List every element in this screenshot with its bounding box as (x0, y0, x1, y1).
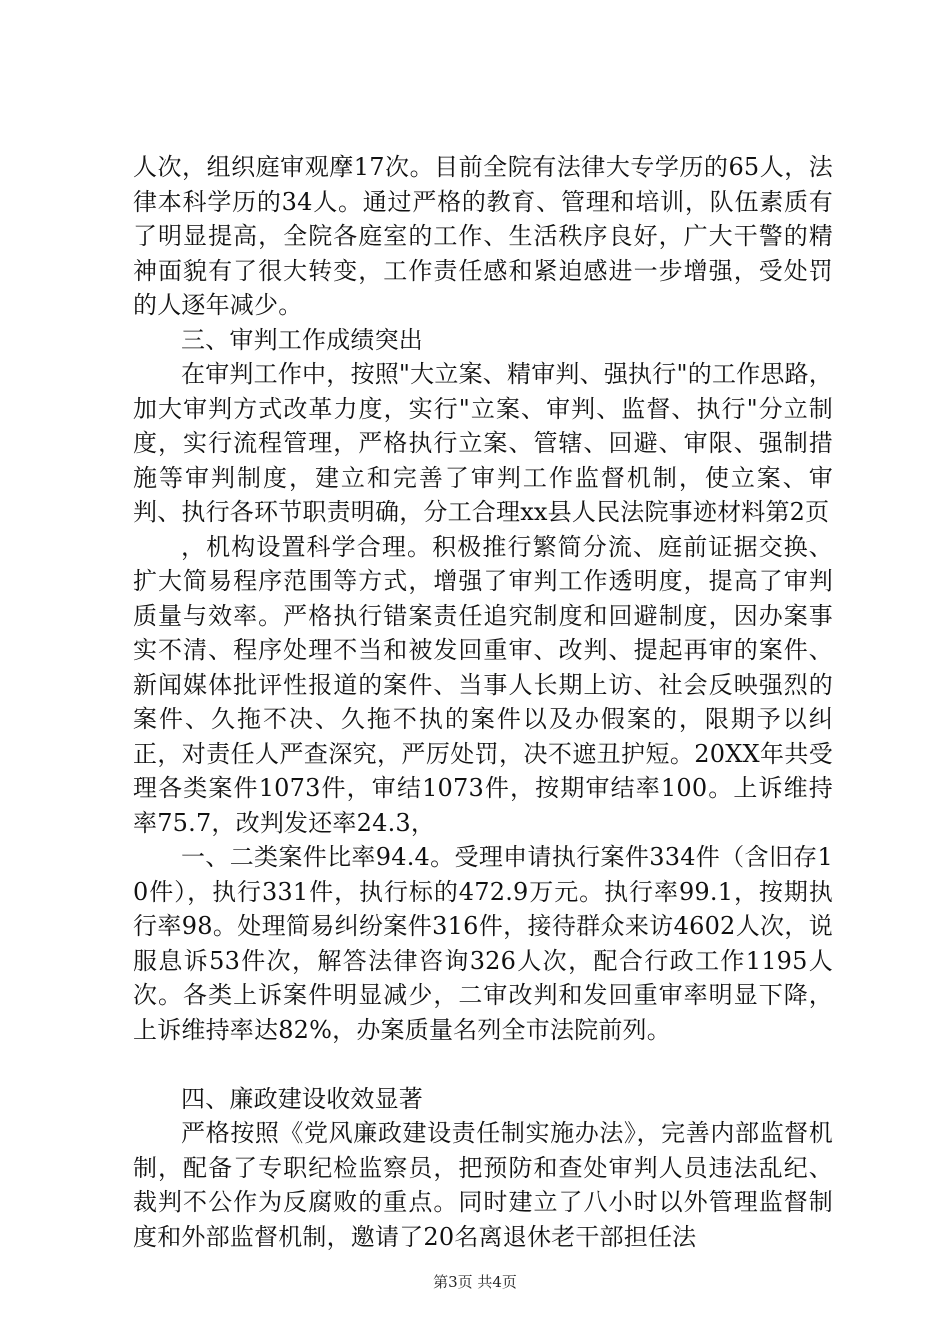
paragraph-case-statistics: ，机构设置科学合理。积极推行繁简分流、庭前证据交换、扩大简易程序范围等方式，增强了审判工作透明度，提高了审判质量与效率。严格执行错案责任追究制度和回避制度，因办案事实不清、程序处理不当和被发回重审、改判、提起再审的案件、新闻媒体批评性报道的案件、当事人长期上访、社会反映强烈的案件、久拖不决、久拖不执的案件以及办假案的，限期予以纠正，对责任人严查深究，严厉处罚，决不遮丑护短。20XX年共受理各类案件1073件，审结1073件，按期审结率100。上诉维持率75.7，改判发还率24.3， (133, 532, 833, 837)
paragraph-staff-education: 人次，组织庭审观摩17次。目前全院有法律大专学历的65人，法律本科学历的34人。通过严格的教育、管理和培训，队伍素质有了明显提高，全院各庭室的工作、生活秩序良好，广大干警的精神面貌有了很大转变，工作责任感和紧迫感进一步增强，受处罚的人逐年减少。 (133, 153, 833, 319)
section-heading-integrity: 四、廉政建设收效显著 (181, 1084, 423, 1113)
paragraph-integrity-measures: 严格按照《党风廉政建设责任制实施办法》，完善内部监督机制，配备了专职纪检监察员，把预防和查处审判人员违法乱纪、裁判不公作为反腐败的重点。同时建立了八小时以外管理监督制度和外部监督机制，邀请了20名离退休老干部担任法 (133, 1119, 833, 1251)
paragraph-spacer (133, 1047, 833, 1082)
section-heading-trial-work: 三、审判工作成绩突出 (181, 325, 423, 354)
paragraph-trial-reform: 在审判工作中，按照"大立案、精审判、强执行"的工作思路，加大审判方式改革力度，实行"立案、审判、监督、执行"分立制度，实行流程管理，严格执行立案、管辖、回避、审限、强制措施等审判制度，建立和完善了审判工作监督机制，使立案、审判、执行各环节职责明确，分工合理xx县人民法院事迹材料第2页 (133, 360, 833, 526)
page-footer: 第3页 共4页 (433, 1273, 517, 1291)
paragraph-execution-statistics: 一、二类案件比率94.4。受理申请执行案件334件（含旧存10件），执行331件，执行标的472.9万元。执行率99.1，按期执行率98。处理简易纠纷案件316件，接待群众来访4602人次，说服息诉53件次，解答法律咨询326人次，配合行政工作1195人次。各类上诉案件明显减少，二审改判和发回重审率明显下降，上诉维持率达82%，办案质量名列全市法院前列。 (133, 843, 833, 1044)
document-body (133, 150, 833, 1254)
